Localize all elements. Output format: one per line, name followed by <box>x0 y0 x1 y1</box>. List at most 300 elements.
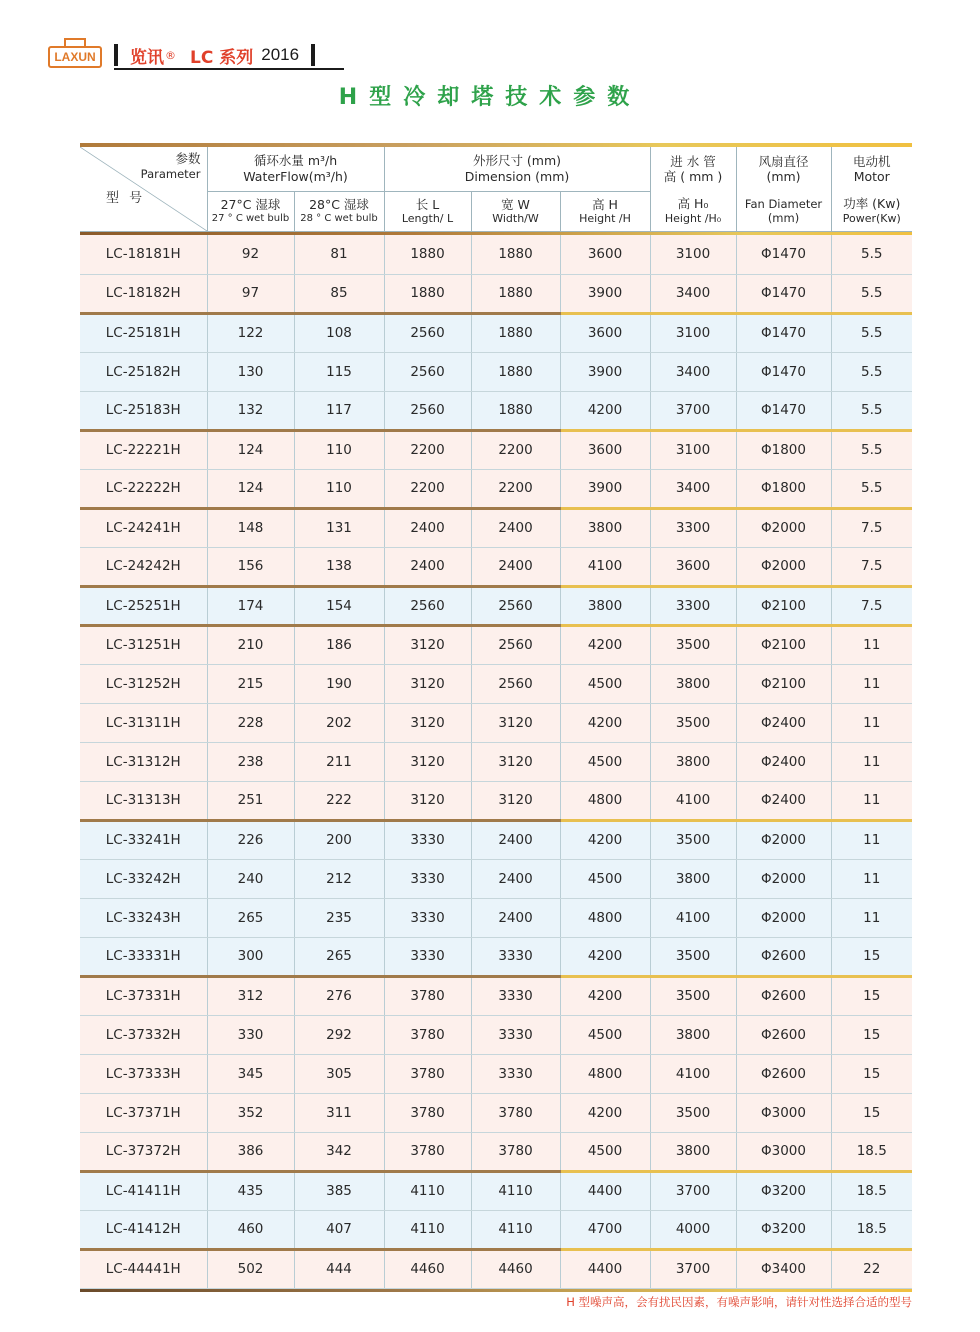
cell-f27: 300 <box>207 937 294 976</box>
cell-fan: Φ1470 <box>736 274 831 313</box>
series-name: LC 系列 <box>190 47 254 68</box>
table-row <box>80 1015 912 1054</box>
cell-W: 1880 <box>471 391 560 430</box>
table-row <box>80 430 912 469</box>
logo-text: LAXUN <box>54 50 96 64</box>
header-inlet-en: 高 ( mm ) <box>663 169 723 185</box>
subheader-28 <box>294 191 384 231</box>
cell-f28: 117 <box>294 391 384 430</box>
table-row <box>80 664 912 703</box>
cell-W: 4110 <box>471 1210 560 1249</box>
cell-kw: 22 <box>831 1249 912 1288</box>
cell-fan: Φ3000 <box>736 1132 831 1171</box>
cell-L: 2560 <box>384 352 471 391</box>
cell-model: LC-25182H <box>80 352 207 391</box>
catalog-year: 2016 <box>261 45 300 64</box>
cell-f27: 502 <box>207 1249 294 1288</box>
cell-H0: 3400 <box>650 274 736 313</box>
cell-fan: Φ1470 <box>736 391 831 430</box>
cell-H0: 4000 <box>650 1210 736 1249</box>
brand-divider-end <box>311 44 315 66</box>
header-fan-en: (mm) <box>766 169 801 185</box>
cell-W: 2560 <box>471 586 560 625</box>
subheader-h0-cn: 高 H₀ <box>677 196 709 212</box>
brand-underline <box>114 68 344 70</box>
cell-fan: Φ3200 <box>736 1210 831 1249</box>
subheader-power <box>831 191 912 231</box>
cell-W: 4110 <box>471 1171 560 1210</box>
cell-kw: 7.5 <box>831 547 912 586</box>
table-row <box>80 508 912 547</box>
cell-model: LC-25183H <box>80 391 207 430</box>
cell-W: 3120 <box>471 703 560 742</box>
subheader-h0-en: Height /H₀ <box>664 212 722 226</box>
cell-fan: Φ2000 <box>736 820 831 859</box>
cell-L: 3120 <box>384 742 471 781</box>
table-row <box>80 976 912 1015</box>
cell-H0: 3700 <box>650 1171 736 1210</box>
cell-model: LC-31312H <box>80 742 207 781</box>
cell-H0: 3800 <box>650 859 736 898</box>
subheader-height <box>560 191 650 231</box>
table-row <box>80 547 912 586</box>
brand-divider <box>114 44 118 66</box>
cell-f27: 97 <box>207 274 294 313</box>
header-dim-en: Dimension (mm) <box>464 168 570 184</box>
cell-fan: Φ1800 <box>736 469 831 508</box>
header-motor-en: Motor <box>853 169 890 185</box>
cell-fan: Φ1470 <box>736 352 831 391</box>
cell-H0: 3600 <box>650 547 736 586</box>
header-inlet-cn: 进 水 管 <box>670 153 716 169</box>
cell-W: 3330 <box>471 1054 560 1093</box>
cell-fan: Φ3000 <box>736 1093 831 1132</box>
header-fan <box>736 147 831 191</box>
cell-L: 2200 <box>384 469 471 508</box>
corner-model: 型 号 <box>106 191 146 206</box>
cell-L: 3330 <box>384 898 471 937</box>
subheader-length <box>384 191 471 231</box>
cell-fan: Φ1470 <box>736 235 831 274</box>
cell-L: 3780 <box>384 1132 471 1171</box>
cell-model: LC-25181H <box>80 313 207 352</box>
cell-f28: 311 <box>294 1093 384 1132</box>
cell-H: 3600 <box>560 313 650 352</box>
header-fan-cn: 风扇直径 <box>758 153 809 169</box>
cell-kw: 11 <box>831 859 912 898</box>
cell-f27: 460 <box>207 1210 294 1249</box>
subheader-28-en: 28 ° C wet bulb <box>300 212 378 224</box>
subheader-fan-unit: (mm) <box>767 211 800 226</box>
corner-param-cn: 参数 <box>175 151 201 166</box>
cell-W: 2200 <box>471 469 560 508</box>
table-row <box>80 937 912 976</box>
cell-H0: 3500 <box>650 976 736 1015</box>
cell-f27: 215 <box>207 664 294 703</box>
cell-H0: 3500 <box>650 1093 736 1132</box>
cell-f27: 122 <box>207 313 294 352</box>
cell-L: 3120 <box>384 781 471 820</box>
cell-H: 3800 <box>560 508 650 547</box>
cell-H: 3600 <box>560 430 650 469</box>
subheader-27-cn: 27°C 湿球 <box>220 197 281 213</box>
cell-f27: 210 <box>207 625 294 664</box>
cell-H: 4500 <box>560 1132 650 1171</box>
cell-fan: Φ2100 <box>736 625 831 664</box>
table-row <box>80 859 912 898</box>
cell-model: LC-33331H <box>80 937 207 976</box>
cell-model: LC-37332H <box>80 1015 207 1054</box>
cell-f28: 108 <box>294 313 384 352</box>
cell-H0: 3500 <box>650 937 736 976</box>
cell-L: 3780 <box>384 1054 471 1093</box>
table-row <box>80 1210 912 1249</box>
subheader-27 <box>207 191 294 231</box>
cell-kw: 5.5 <box>831 235 912 274</box>
cell-f27: 226 <box>207 820 294 859</box>
cell-kw: 15 <box>831 1054 912 1093</box>
table-row <box>80 1171 912 1210</box>
table-row <box>80 586 912 625</box>
table-row <box>80 313 912 352</box>
cell-f27: 92 <box>207 235 294 274</box>
cell-f27: 386 <box>207 1132 294 1171</box>
cell-kw: 15 <box>831 976 912 1015</box>
cell-L: 4110 <box>384 1171 471 1210</box>
subheader-27-en: 27 ° C wet bulb <box>211 212 290 224</box>
table-row <box>80 742 912 781</box>
table-row <box>80 898 912 937</box>
table-row <box>80 274 912 313</box>
cell-f27: 240 <box>207 859 294 898</box>
cell-f27: 330 <box>207 1015 294 1054</box>
subheader-width-en: Width/W <box>492 212 539 226</box>
cell-model: LC-37372H <box>80 1132 207 1171</box>
cell-W: 2400 <box>471 820 560 859</box>
cell-f28: 186 <box>294 625 384 664</box>
cell-H: 4200 <box>560 391 650 430</box>
cell-kw: 5.5 <box>831 313 912 352</box>
cell-f27: 174 <box>207 586 294 625</box>
cell-H: 3900 <box>560 469 650 508</box>
cell-H: 4800 <box>560 898 650 937</box>
table-row <box>80 469 912 508</box>
cell-W: 2400 <box>471 508 560 547</box>
cell-f27: 251 <box>207 781 294 820</box>
cell-W: 1880 <box>471 235 560 274</box>
cell-f28: 202 <box>294 703 384 742</box>
cell-L: 1880 <box>384 235 471 274</box>
subheader-width-cn: 宽 W <box>501 196 530 212</box>
cell-H0: 3100 <box>650 235 736 274</box>
cell-L: 2400 <box>384 547 471 586</box>
cell-kw: 5.5 <box>831 274 912 313</box>
cell-f27: 352 <box>207 1093 294 1132</box>
cell-H: 4200 <box>560 1093 650 1132</box>
cell-f28: 110 <box>294 430 384 469</box>
cell-H0: 3800 <box>650 1132 736 1171</box>
cell-H: 4200 <box>560 820 650 859</box>
cell-H0: 3400 <box>650 352 736 391</box>
cell-L: 2400 <box>384 508 471 547</box>
cell-L: 3330 <box>384 820 471 859</box>
header-flow-cn: 循环水量 m³/h <box>253 153 338 169</box>
cell-H0: 3100 <box>650 313 736 352</box>
cell-kw: 11 <box>831 781 912 820</box>
cell-fan: Φ2000 <box>736 859 831 898</box>
subheader-length-en: Length/ L <box>401 212 454 226</box>
cell-W: 2400 <box>471 547 560 586</box>
table-row <box>80 1249 912 1288</box>
cell-W: 3120 <box>471 781 560 820</box>
cell-kw: 15 <box>831 1093 912 1132</box>
subheader-power-en: Power(Kw) <box>842 212 901 226</box>
cell-H: 4400 <box>560 1171 650 1210</box>
corner-param-en: Parameter <box>140 167 201 182</box>
cell-kw: 15 <box>831 1015 912 1054</box>
cell-model: LC-41411H <box>80 1171 207 1210</box>
cell-f27: 265 <box>207 898 294 937</box>
cell-H: 3600 <box>560 235 650 274</box>
cell-model: LC-33243H <box>80 898 207 937</box>
cell-fan: Φ2400 <box>736 703 831 742</box>
cell-H: 4500 <box>560 742 650 781</box>
cell-model: LC-37333H <box>80 1054 207 1093</box>
cell-model: LC-31252H <box>80 664 207 703</box>
cell-L: 3780 <box>384 1015 471 1054</box>
table-row <box>80 235 912 274</box>
subheader-28-cn: 28°C 湿球 <box>309 197 369 213</box>
cell-f28: 190 <box>294 664 384 703</box>
cell-fan: Φ2600 <box>736 976 831 1015</box>
cell-L: 1880 <box>384 274 471 313</box>
cell-f27: 238 <box>207 742 294 781</box>
table-bottom-rule <box>80 1289 912 1292</box>
cell-kw: 7.5 <box>831 508 912 547</box>
cell-f27: 148 <box>207 508 294 547</box>
cell-H: 4200 <box>560 625 650 664</box>
cell-f27: 435 <box>207 1171 294 1210</box>
cell-fan: Φ2000 <box>736 547 831 586</box>
cell-model: LC-24242H <box>80 547 207 586</box>
cell-H0: 3700 <box>650 391 736 430</box>
cell-model: LC-33242H <box>80 859 207 898</box>
cell-W: 2560 <box>471 625 560 664</box>
cell-W: 2200 <box>471 430 560 469</box>
cell-f28: 154 <box>294 586 384 625</box>
cell-f28: 292 <box>294 1015 384 1054</box>
cell-H0: 4100 <box>650 1054 736 1093</box>
cell-H: 3900 <box>560 352 650 391</box>
corner-header <box>80 147 207 232</box>
cell-model: LC-31313H <box>80 781 207 820</box>
subheader-height-en: Height /H <box>579 212 631 226</box>
cell-f28: 200 <box>294 820 384 859</box>
cell-H0: 3700 <box>650 1249 736 1288</box>
cell-H: 4200 <box>560 976 650 1015</box>
cell-f27: 228 <box>207 703 294 742</box>
cell-H: 3800 <box>560 586 650 625</box>
cell-kw: 5.5 <box>831 469 912 508</box>
cell-f27: 156 <box>207 547 294 586</box>
cell-fan: Φ2400 <box>736 781 831 820</box>
cell-model: LC-31311H <box>80 703 207 742</box>
cell-L: 4460 <box>384 1249 471 1288</box>
cell-H: 4500 <box>560 1015 650 1054</box>
cell-f27: 124 <box>207 430 294 469</box>
table-row <box>80 820 912 859</box>
cell-W: 3780 <box>471 1093 560 1132</box>
cell-W: 1880 <box>471 313 560 352</box>
cell-H0: 3300 <box>650 508 736 547</box>
table-row <box>80 391 912 430</box>
cell-L: 3330 <box>384 937 471 976</box>
cell-kw: 15 <box>831 937 912 976</box>
page-title: H型冷却塔技术参数 <box>338 85 642 110</box>
cell-f28: 305 <box>294 1054 384 1093</box>
cell-fan: Φ2600 <box>736 937 831 976</box>
cell-f28: 276 <box>294 976 384 1015</box>
cell-H: 3900 <box>560 274 650 313</box>
header-flow-en: WaterFlow(m³/h) <box>243 168 348 184</box>
subheader-fan <box>736 191 831 231</box>
cell-model: LC-37331H <box>80 976 207 1015</box>
cell-kw: 7.5 <box>831 586 912 625</box>
cell-fan: Φ1800 <box>736 430 831 469</box>
cell-f27: 132 <box>207 391 294 430</box>
cell-kw: 5.5 <box>831 352 912 391</box>
cell-kw: 11 <box>831 664 912 703</box>
cell-kw: 11 <box>831 820 912 859</box>
cell-W: 1880 <box>471 352 560 391</box>
cell-model: LC-24241H <box>80 508 207 547</box>
cell-f28: 342 <box>294 1132 384 1171</box>
cell-f28: 222 <box>294 781 384 820</box>
header-motor-cn: 电动机 <box>853 153 891 169</box>
subheader-fan-en: Fan Diameter <box>744 196 823 211</box>
cell-model: LC-22221H <box>80 430 207 469</box>
cell-f27: 345 <box>207 1054 294 1093</box>
cell-H: 4700 <box>560 1210 650 1249</box>
subheader-height-cn: 高 H <box>592 196 618 212</box>
cell-H: 4100 <box>560 547 650 586</box>
cell-model: LC-31251H <box>80 625 207 664</box>
cell-f27: 130 <box>207 352 294 391</box>
cell-fan: Φ2100 <box>736 664 831 703</box>
cell-model: LC-37371H <box>80 1093 207 1132</box>
cell-W: 2400 <box>471 898 560 937</box>
cell-H0: 3100 <box>650 430 736 469</box>
cell-model: LC-33241H <box>80 820 207 859</box>
table-row <box>80 703 912 742</box>
cell-kw: 5.5 <box>831 430 912 469</box>
cell-f28: 110 <box>294 469 384 508</box>
cell-L: 2560 <box>384 313 471 352</box>
subheader-length-cn: 长 L <box>415 196 440 212</box>
cell-H0: 3400 <box>650 469 736 508</box>
cell-W: 3120 <box>471 742 560 781</box>
cell-kw: 18.5 <box>831 1210 912 1249</box>
table-row <box>80 625 912 664</box>
cell-L: 3780 <box>384 976 471 1015</box>
cell-fan: Φ2400 <box>736 742 831 781</box>
cell-fan: Φ2000 <box>736 898 831 937</box>
cell-kw: 11 <box>831 625 912 664</box>
brand-bar <box>114 41 315 69</box>
cell-H0: 3500 <box>650 820 736 859</box>
cell-f28: 212 <box>294 859 384 898</box>
subheader-power-cn: 功率 (Kw) <box>843 196 901 212</box>
cell-W: 3330 <box>471 937 560 976</box>
header-dim-cn: 外形尺寸 (mm) <box>472 153 562 169</box>
cell-f27: 124 <box>207 469 294 508</box>
cell-f28: 235 <box>294 898 384 937</box>
cell-L: 2200 <box>384 430 471 469</box>
noise-note: H 型噪声高，会有扰民因素，有噪声影响，请针对性选择合适的型号 <box>566 1295 912 1309</box>
cell-L: 2560 <box>384 391 471 430</box>
cell-H0: 3800 <box>650 742 736 781</box>
table-row <box>80 1132 912 1171</box>
header-flow <box>207 147 384 191</box>
cell-f28: 407 <box>294 1210 384 1249</box>
registered-mark: ® <box>165 48 176 62</box>
table-body <box>80 235 912 1288</box>
cell-W: 2400 <box>471 859 560 898</box>
cell-f28: 444 <box>294 1249 384 1288</box>
cell-W: 3330 <box>471 1015 560 1054</box>
cell-H: 4400 <box>560 1249 650 1288</box>
cell-fan: Φ2100 <box>736 586 831 625</box>
laxun-logo <box>48 38 102 68</box>
cell-f28: 265 <box>294 937 384 976</box>
header-motor <box>831 147 912 191</box>
cell-L: 3120 <box>384 703 471 742</box>
cell-fan: Φ2600 <box>736 1015 831 1054</box>
cell-model: LC-18181H <box>80 235 207 274</box>
cell-L: 2560 <box>384 586 471 625</box>
cell-L: 3330 <box>384 859 471 898</box>
cell-H: 4800 <box>560 781 650 820</box>
table-row <box>80 781 912 820</box>
cell-H0: 3800 <box>650 664 736 703</box>
cell-H0: 4100 <box>650 898 736 937</box>
cell-W: 1880 <box>471 274 560 313</box>
cell-H0: 3800 <box>650 1015 736 1054</box>
cell-L: 4110 <box>384 1210 471 1249</box>
table-row <box>80 1054 912 1093</box>
cell-H0: 3500 <box>650 703 736 742</box>
cell-fan: Φ2000 <box>736 508 831 547</box>
cell-W: 4460 <box>471 1249 560 1288</box>
subheader-inlet-height <box>650 191 736 231</box>
header-dimension <box>384 147 650 191</box>
cell-f28: 115 <box>294 352 384 391</box>
cell-f28: 85 <box>294 274 384 313</box>
spec-table <box>80 143 912 1292</box>
cell-H: 4200 <box>560 703 650 742</box>
cell-kw: 11 <box>831 742 912 781</box>
cell-f28: 81 <box>294 235 384 274</box>
cell-fan: Φ3200 <box>736 1171 831 1210</box>
header-inlet <box>650 147 736 191</box>
cell-kw: 11 <box>831 703 912 742</box>
brand-name: 览讯 <box>130 47 164 68</box>
cell-f28: 211 <box>294 742 384 781</box>
cell-f27: 312 <box>207 976 294 1015</box>
cell-model: LC-41412H <box>80 1210 207 1249</box>
cell-L: 3120 <box>384 625 471 664</box>
subheader-width <box>471 191 560 231</box>
